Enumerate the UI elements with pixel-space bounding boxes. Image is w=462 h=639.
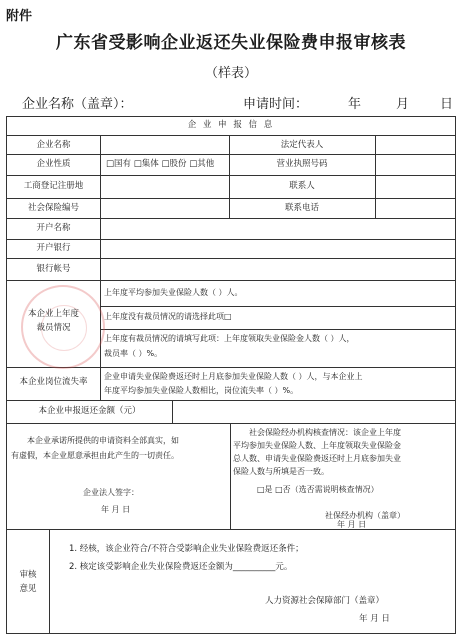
agency-check-line2: 平均参加失业保险人数、上年度领取失业保险金 <box>233 441 401 450</box>
review-label-line2: 意见 <box>19 584 37 594</box>
declaration-form-table <box>6 116 456 634</box>
contact-person-label: 联系人 <box>289 181 315 191</box>
company-nature-checkboxes[interactable]: □国有 □集体 □股份 □其他 <box>106 159 215 169</box>
review-label-line1: 审核 <box>19 570 37 580</box>
company-nature-label: 企业性质 <box>36 159 71 169</box>
application-date-label: 申请时间： <box>243 97 309 112</box>
layoff-label-line2: 裁员情况 <box>36 323 71 333</box>
section-title: 企 业 申 报 信 息 <box>187 120 275 130</box>
registration-address-label: 工商登记注册地 <box>23 181 84 191</box>
review-date: 年 月 日 <box>359 614 390 624</box>
agency-check-line3: 总人数、申请失业保险费返还时上月底参加失业 <box>233 454 401 463</box>
company-name-label: 企业名称 <box>36 140 71 150</box>
sample-subtitle: （样表） <box>204 66 257 81</box>
turnover-line2: 年度平均参加失业保险人数相比，岗位流失率（ ）%。 <box>104 386 299 395</box>
account-number-label: 银行帐号 <box>36 264 71 274</box>
layoff-label-line1: 本企业上年度 <box>27 309 79 319</box>
hr-dept-seal-label: 人力资源社会保障部门（盖章） <box>265 596 385 606</box>
refund-amount-label: 本企业申报返还金额（元） <box>38 406 141 416</box>
legal-rep-signature-label: 企业法人签字： <box>83 488 139 497</box>
turnover-line1: 企业申请失业保险费返还时上月底参加失业保险人数（ ）人，与本企业上 <box>104 372 363 381</box>
review-amount-unit: 元。 <box>275 562 293 572</box>
turnover-label: 本企业岗位流失率 <box>19 377 88 387</box>
date-year: 年 <box>348 97 362 112</box>
review-amount-prefix: 2. 核定该受影响企业失业保险费返还金额为 <box>69 562 233 572</box>
layoff-rate-line1: 上年度有裁员情况的请填写此项：上年度领取失业保险金人数（ ）人， <box>104 334 355 343</box>
commitment-date: 年 月 日 <box>101 505 131 514</box>
company-name-seal-label: 企业名称（盖章）： <box>22 97 133 112</box>
no-layoff-option[interactable]: 上年度没有裁员情况的请选择此项□ <box>104 312 232 321</box>
bank-label: 开户银行 <box>36 243 71 253</box>
attachment-label: 附件 <box>6 9 33 24</box>
review-line2 <box>69 561 292 574</box>
agency-seal-label: 社保经办机构（盖章） <box>325 511 405 520</box>
review-line1: 1. 经核，该企业符合/不符合受影响企业失业保险费返还条件； <box>69 544 304 554</box>
agency-yes-no-options[interactable]: □是 □否（选否需说明核查情况） <box>257 485 379 494</box>
legal-rep-label: 法定代表人 <box>280 140 324 150</box>
agency-check-line1: 社会保险经办机构核查情况：该企业上年度 <box>249 428 401 437</box>
review-amount-blank[interactable]: __________ <box>232 562 276 572</box>
layoff-rate-line2: 裁员率（ ）%。 <box>104 349 163 358</box>
date-day: 日 <box>440 97 454 112</box>
page-title: 广东省受影响企业返还失业保险费申报审核表 <box>56 33 406 53</box>
account-name-label: 开户名称 <box>36 223 71 233</box>
insurance-number-label: 社会保险编号 <box>27 203 79 213</box>
business-license-label: 营业执照号码 <box>276 159 328 169</box>
commitment-line2: 有虚假，本企业愿意承担由此产生的一切责任。 <box>11 451 179 460</box>
contact-phone-label: 联系电话 <box>284 203 319 213</box>
date-month: 月 <box>396 97 410 112</box>
commitment-line1: 本企业承诺所提供的申请资料全部真实，如 <box>27 436 179 445</box>
agency-date: 年 月 日 <box>337 520 367 529</box>
avg-insured-row: 上年度平均参加失业保险人数（ ）人。 <box>104 288 243 297</box>
agency-check-line4: 保险人数与所填是否一致。 <box>233 467 329 476</box>
